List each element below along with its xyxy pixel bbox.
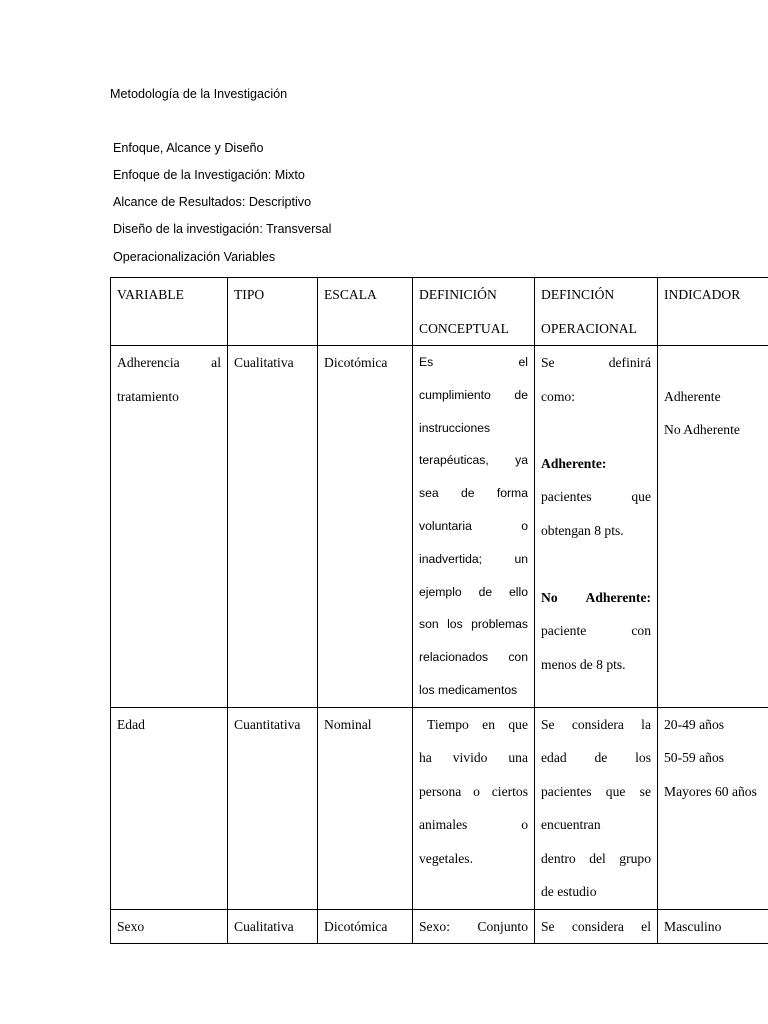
header-definicion-operacional: DEFINCIÓN OPERACIONAL bbox=[535, 278, 658, 346]
subtitle-diseno: Diseño de la investigación: Transversal bbox=[113, 222, 332, 236]
header-tipo: TIPO bbox=[228, 278, 318, 346]
cell-tipo: Cualitativa bbox=[228, 909, 318, 944]
cell-conceptual: Es el cumplimiento de instrucciones terapéuticas, ya sea de forma voluntaria o inadvertida; un ejemplo de ello son los problemas relacionados con los medicamentos bbox=[413, 346, 535, 708]
cell-indicador: Adherente No Adherente bbox=[658, 346, 768, 708]
table-row bbox=[111, 707, 768, 909]
cell-variable: Sexo bbox=[111, 909, 228, 944]
cell-variable: Adherencia al tratamiento bbox=[111, 346, 228, 708]
variables-table bbox=[110, 277, 768, 944]
cell-escala: Dicotómica bbox=[318, 346, 413, 708]
cell-indicador: Masculino bbox=[658, 909, 768, 944]
subtitle-enfoque: Enfoque de la Investigación: Mixto bbox=[113, 168, 305, 182]
cell-operacional: Se considera la edad de los pacientes que se encuentran dentro del grupo de estudio bbox=[535, 707, 658, 909]
cell-conceptual: Sexo: Conjunto bbox=[413, 909, 535, 944]
document-title: Metodología de la Investigación bbox=[110, 87, 288, 101]
cell-indicador: 20-49 años 50-59 años Mayores 60 años bbox=[658, 707, 768, 909]
table-row bbox=[111, 346, 768, 708]
subtitle-alcance: Alcance de Resultados: Descriptivo bbox=[113, 195, 312, 209]
cell-escala: Nominal bbox=[318, 707, 413, 909]
cell-variable: Edad bbox=[111, 707, 228, 909]
label-adherente: Adherente: bbox=[541, 455, 607, 471]
header-definicion-conceptual: DEFINICIÓN CONCEPTUAL bbox=[413, 278, 535, 346]
label-no-adherente: No Adherente: bbox=[541, 589, 651, 605]
header-escala: ESCALA bbox=[318, 278, 413, 346]
cell-operacional: Se considera el bbox=[535, 909, 658, 944]
cell-operacional: Se definirá como: Adherente: pacientes que obtengan 8 pts. No Adherente: paciente con menos de 8 pts. bbox=[535, 346, 658, 708]
header-variable: VARIABLE bbox=[111, 278, 228, 346]
table-header-row bbox=[111, 278, 768, 346]
cell-escala: Dicotómica bbox=[318, 909, 413, 944]
cell-conceptual: Tiempo en que ha vivido una persona o ciertos animales o vegetales. bbox=[413, 707, 535, 909]
cell-tipo: Cuantitativa bbox=[228, 707, 318, 909]
subtitle-operacionalizacion: Operacionalización Variables bbox=[113, 250, 276, 264]
cell-tipo: Cualitativa bbox=[228, 346, 318, 708]
header-indicador: INDICADOR bbox=[658, 278, 768, 346]
table-row bbox=[111, 909, 768, 944]
subtitle-enfoque-alcance-diseno: Enfoque, Alcance y Diseño bbox=[113, 141, 264, 155]
